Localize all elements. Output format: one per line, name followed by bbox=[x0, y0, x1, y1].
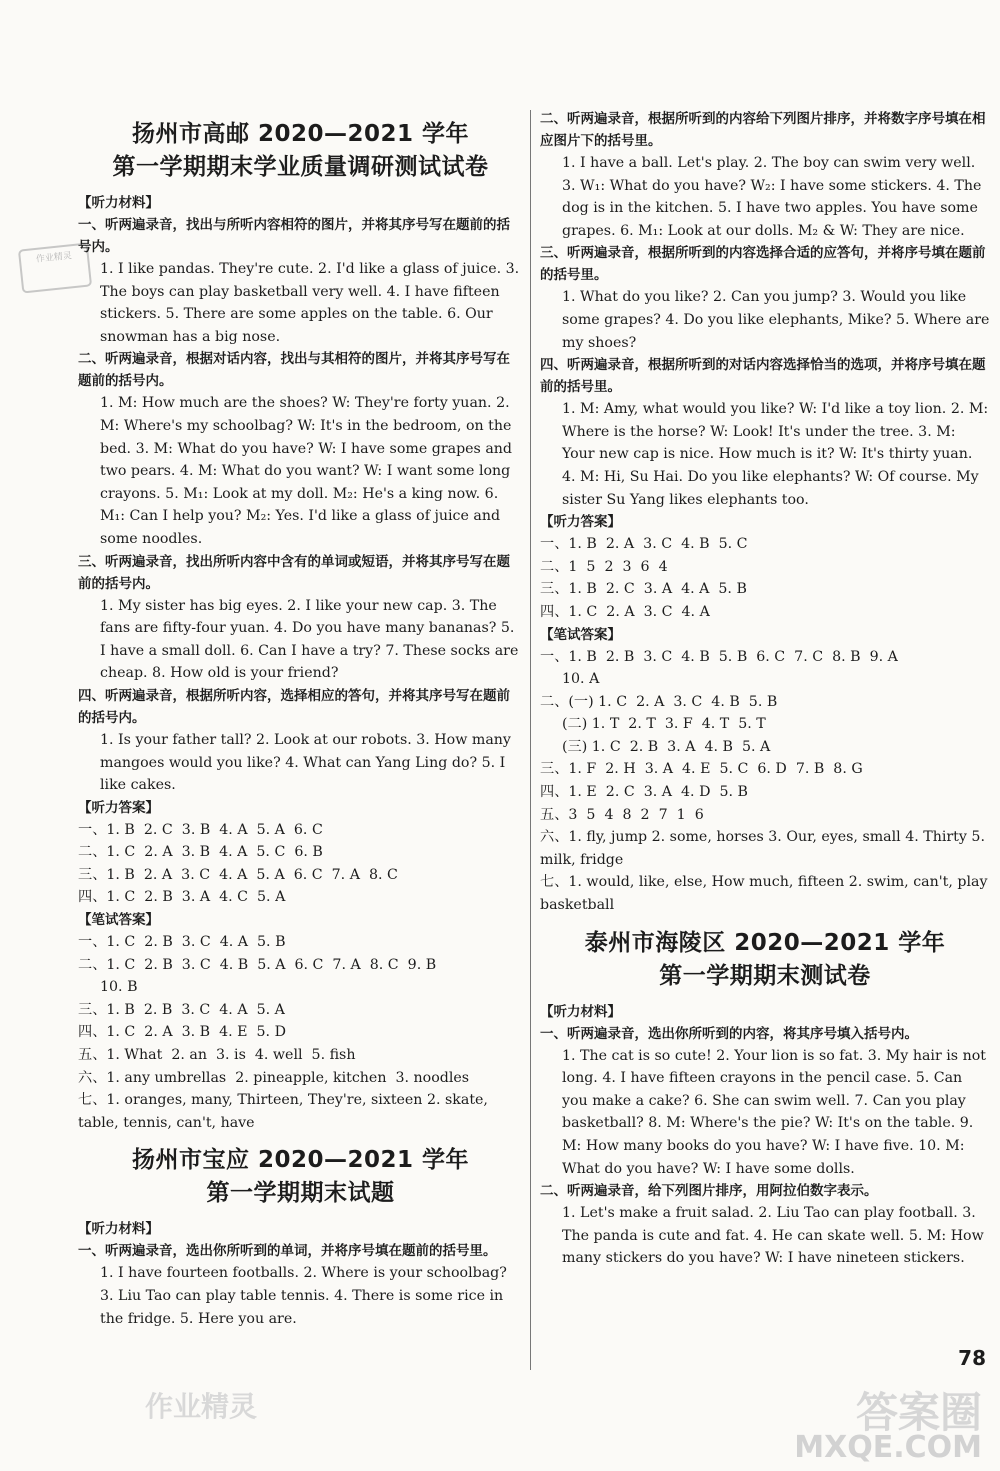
right-listening-answer-3: 三、1. B 2. C 3. A 4. A 5. B bbox=[540, 581, 747, 598]
right-listening-answer-4: 四、1. C 2. A 3. C 4. A bbox=[540, 603, 710, 620]
title-gaoyou bbox=[78, 118, 523, 184]
right-section-2-text: 1. I have a ball. Let's play. 2. The boy can swim very well. 3. W₁: What do you have? W₂: I have some stickers. 4. The dog is in the kitchen. 5. I have two apples. You have some grapes. 6. M₁: Look at our dolls. M₂ & W: They are nice. bbox=[562, 155, 982, 239]
hailing-section-1-text: 1. The cat is so cute! 2. Your lion is so fat. 3. My hair is not long. 4. I have fifteen crayons in the pencil case. 5. Can you make a cake? 6. She can swim well. 7. Can you play basketball? 8. M: Where's the pie? W: It's on the table. 9. M: How many books do you have? W: I have five. 10. M: What do you have? W: I have some dolls. bbox=[562, 1047, 986, 1177]
title-line-4: 第一学期期末试题 bbox=[206, 1180, 395, 1207]
section-1-text: 1. I like pandas. They're cute. 2. I'd like a glass of juice. 3. The boys can play basketball very well. 4. I have fifteen stickers. 5. There are some apples on the table. 6. Our snowman has a big nose. bbox=[100, 261, 520, 345]
written-answer-1: 一、1. C 2. B 3. C 4. A 5. B bbox=[78, 934, 286, 951]
right-written-answer-2b: (二) 1. T 2. T 3. F 4. T 5. T bbox=[562, 716, 766, 733]
written-answer-2b: 10. B bbox=[100, 979, 138, 996]
right-listening-answer-2: 二、1 5 2 3 6 4 bbox=[540, 558, 668, 575]
right-written-answers-label: 【笔试答案】 bbox=[540, 626, 621, 643]
right-written-answer-1b: 10. A bbox=[562, 671, 600, 688]
written-answer-7: 七、1. oranges, many, Thirteen, They're, sixteen 2. skate, table, tennis, can't, have bbox=[78, 1092, 488, 1131]
section-4-text: 1. Is your father tall? 2. Look at our robots. 3. How many mangoes would you like? 4. What can Yang Ling do? 5. I like cakes. bbox=[100, 731, 511, 794]
title-baoying bbox=[78, 1144, 523, 1210]
section-2-text: 1. M: How much are the shoes? W: They're forty yuan. 2. M: Where's my schoolbag? W: It's in the bedroom, on the bed. 3. M: What do you have? W: I have some grapes and two pears. 4. M: What do you want? W: I want some long crayons. 5. M₁: Look at my doll. M₂: He's a king now. 6. M₁: Can I help you? M₂: Yes. I'd like a glass of juice and some noodles. bbox=[100, 395, 513, 547]
right-section-4-text: 1. M: Amy, what would you like? W: I'd like a toy lion. 2. M: Where is the horse? W: Look! It's under the tree. 3. M: Your new cap is nice. How much is it? W: It's thirty yuan. 4. M: Hi, Su Hai. Do you like elephants? W: Of course. My sister Su Yang likes elephants too. bbox=[562, 401, 989, 508]
hailing-section-1-title: 一、听两遍录音，选出你所听到的内容，将其序号填入括号内。 bbox=[540, 1025, 918, 1042]
written-answer-2: 二、1. C 2. B 3. C 4. B 5. A 6. C 7. A 8. C 9. B bbox=[78, 956, 437, 973]
right-written-answer-2c: (三) 1. C 2. B 3. A 4. B 5. A bbox=[562, 738, 771, 755]
title-line-6: 第一学期期末测试卷 bbox=[659, 962, 871, 989]
baoying-section-1-text: 1. I have fourteen footballs. 2. Where is your schoolbag? 3. Liu Tao can play table tennis. 4. There is some rice in the fridge. 5. Here you are. bbox=[100, 1265, 507, 1327]
stamp-text: 作业精灵 bbox=[35, 251, 73, 265]
listening-answers-label: 【听力答案】 bbox=[78, 799, 159, 816]
hailing-section-2-title: 二、听两遍录音，给下列图片排序，用阿拉伯数字表示。 bbox=[540, 1183, 878, 1200]
right-written-answer-2a: 二、(一) 1. C 2. A 3. C 4. B 5. B bbox=[540, 693, 778, 710]
right-written-answer-4: 四、1. E 2. C 3. A 4. D 5. B bbox=[540, 784, 748, 801]
right-section-3-text: 1. What do you like? 2. Can you jump? 3. Would you like some grapes? 4. Do you like elephants, Mike? 5. Where are my shoes? bbox=[562, 289, 990, 351]
section-4-title: 四、听两遍录音，根据所听内容，选择相应的答句，并将其序号写在题前的括号内。 bbox=[78, 687, 510, 726]
section-3-text: 1. My sister has big eyes. 2. I like your new cap. 3. The fans are fifty-four yuan. 4. Do you have many bananas? 5. I have a small doll. 6. Can I have a try? 7. These socks are cheap. 8. How old is your friend? bbox=[100, 597, 519, 682]
written-answer-6: 六、1. any umbrellas 2. pineapple, kitchen 3. noodles bbox=[78, 1069, 470, 1086]
listening-material-label: 【听力材料】 bbox=[78, 195, 159, 211]
page-number: 78 bbox=[958, 1346, 986, 1370]
baoying-section-1-title: 一、听两遍录音，选出你所听到的单词，并将序号填在题前的括号里。 bbox=[78, 1243, 497, 1260]
section-1-title: 一、听两遍录音，找出与所听内容相符的图片，并将其序号写在题前的括号内。 bbox=[78, 217, 510, 255]
written-answer-5: 五、1. What 2. an 3. is 4. well 5. fish bbox=[78, 1047, 356, 1064]
title-line-3: 扬州市宝应 2020—2021 学年 bbox=[131, 1147, 470, 1174]
watermark-left: 作业精灵 bbox=[145, 1390, 258, 1423]
right-section-4-title: 四、听两遍录音，根据所听到的对话内容选择恰当的选项，并将序号填在题前的括号里。 bbox=[540, 357, 986, 396]
section-2-title: 二、听两遍录音，根据对话内容，找出与其相符的图片，并将其序号写在题前的括号内。 bbox=[78, 351, 510, 390]
right-section-2-title: 二、听两遍录音，根据所听到的内容给下列图片排序，并将数字序号填在相应图片下的括号里。 bbox=[540, 111, 986, 149]
watermark-right: 答案圈 bbox=[855, 1388, 982, 1437]
written-answers-label: 【笔试答案】 bbox=[78, 912, 159, 929]
hailing-section-2-text: 1. Let's make a fruit salad. 2. Liu Tao can play football. 3. The panda is cute and fat. 4. He can skate well. 5. M: How many stickers do you have? W: I have nineteen stickers. bbox=[562, 1205, 984, 1267]
right-written-answer-1: 一、1. B 2. B 3. C 4. B 5. B 6. C 7. C 8. B 9. A bbox=[540, 648, 898, 665]
right-listening-material-label: 【听力材料】 bbox=[540, 1003, 621, 1020]
listening-material-label-2: 【听力材料】 bbox=[78, 1221, 159, 1238]
listening-answer-2: 二、1. C 2. A 3. B 4. A 5. C 6. B bbox=[78, 844, 323, 861]
listening-answer-4: 四、1. C 2. B 3. A 4. C 5. A bbox=[78, 889, 286, 906]
listening-answer-1: 一、1. B 2. C 3. B 4. A 5. A 6. C bbox=[78, 821, 323, 838]
right-section-3-title: 三、听两遍录音，根据所听到的内容选择合适的应答句，并将序号填在题前的括号里。 bbox=[540, 245, 986, 284]
title-line-1: 扬州市高邮 2020—2021 学年 bbox=[131, 121, 470, 147]
right-column bbox=[540, 108, 990, 1270]
written-answer-4: 四、1. C 2. A 3. B 4. E 5. D bbox=[78, 1024, 286, 1041]
section-3-title: 三、听两遍录音，找出所听内容中含有的单词或短语，并将其序号写在题前的括号内。 bbox=[78, 553, 510, 592]
right-written-answer-3: 三、1. F 2. H 3. A 4. E 5. C 6. D 7. B 8. G bbox=[540, 761, 863, 778]
title-hailing bbox=[540, 927, 990, 993]
right-listening-answers-label: 【听力答案】 bbox=[540, 514, 621, 531]
watermark-url: MXQE.COM bbox=[794, 1430, 982, 1465]
written-answer-3: 三、1. B 2. B 3. C 4. A 5. A bbox=[78, 1001, 285, 1018]
listening-answer-3: 三、1. B 2. A 3. C 4. A 5. A 6. C 7. A 8. C bbox=[78, 866, 398, 883]
right-written-answer-5: 五、3 5 4 8 2 7 1 6 bbox=[540, 806, 704, 823]
left-column bbox=[78, 108, 523, 1330]
title-line-5: 泰州市海陵区 2020—2021 学年 bbox=[584, 929, 946, 956]
right-written-answer-7: 七、1. would, like, else, How much, fifteen 2. swim, can't, play basketball bbox=[540, 874, 988, 914]
right-listening-answer-1: 一、1. B 2. A 3. C 4. B 5. C bbox=[540, 536, 748, 553]
title-line-2: 第一学期期末学业质量调研测试试卷 bbox=[112, 154, 489, 180]
right-written-answer-6: 六、1. fly, jump 2. some, horses 3. Our, eyes, small 4. Thirty 5. milk, fridge bbox=[540, 829, 985, 868]
column-divider bbox=[530, 110, 531, 1370]
